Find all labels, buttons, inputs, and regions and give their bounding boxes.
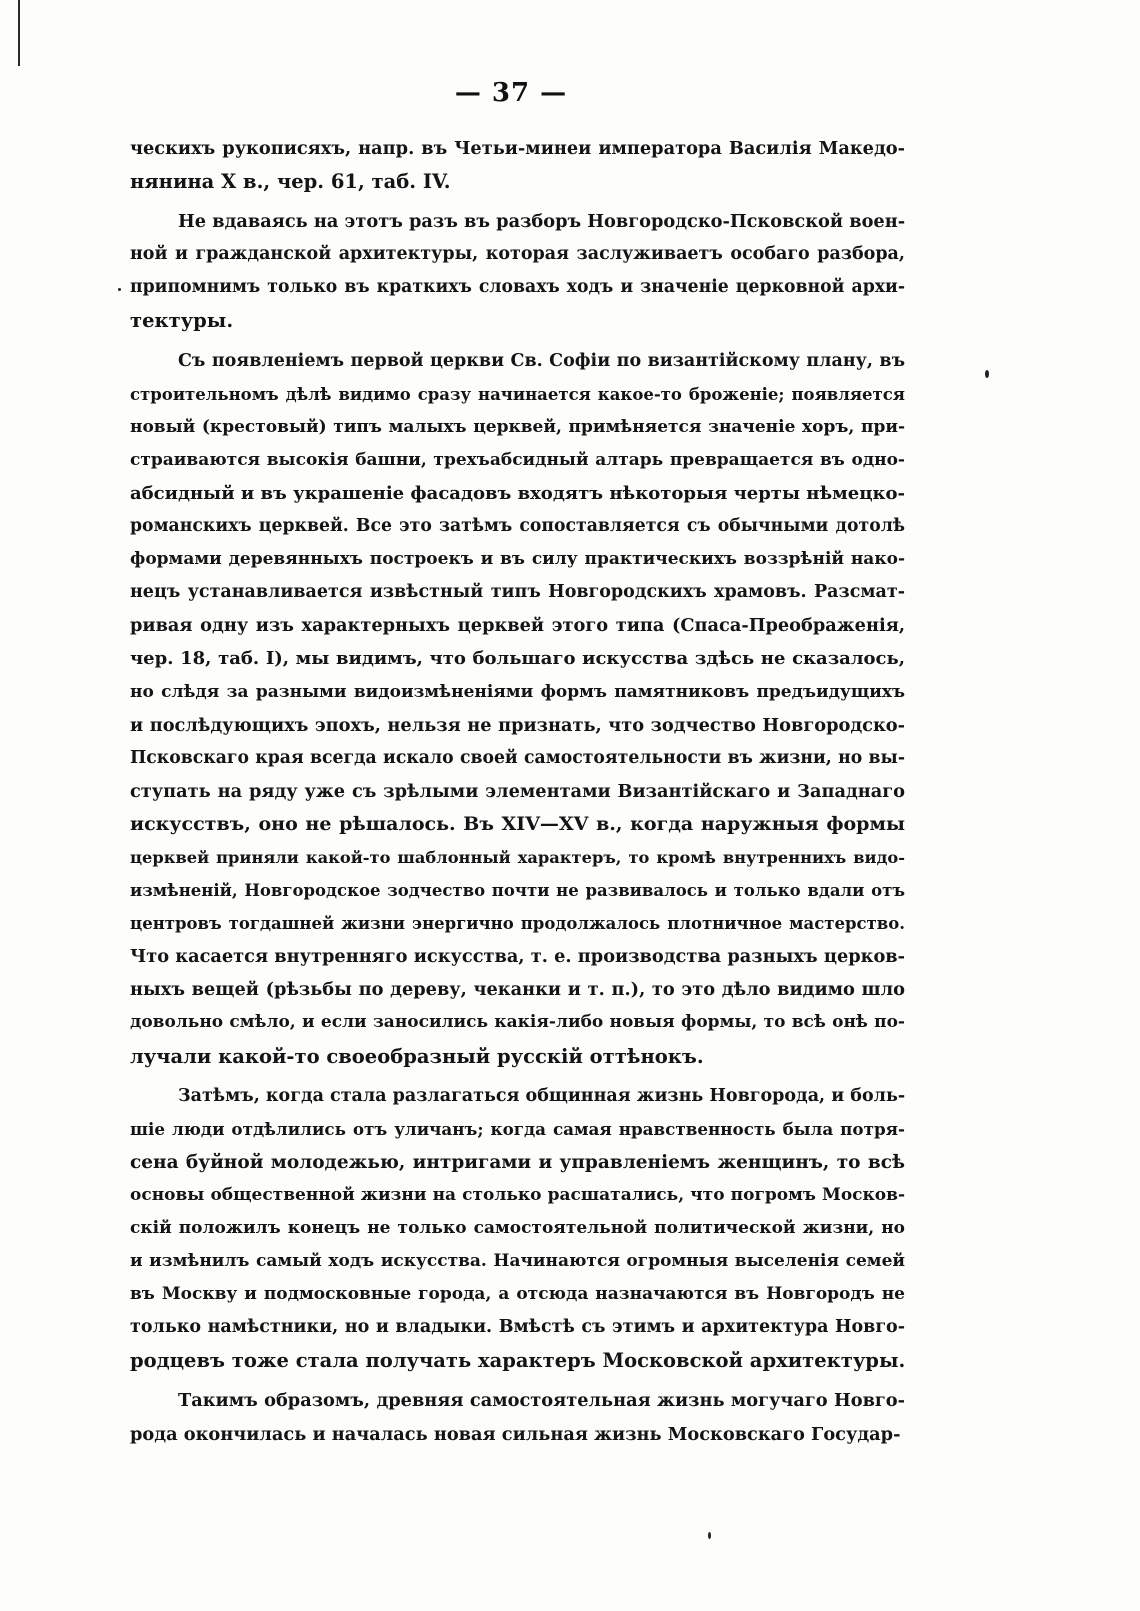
text-line: сена буйной молодежью, интригами и управленіемъ женщинъ, то всѣ bbox=[130, 1151, 905, 1173]
text-line: тектуры. bbox=[130, 309, 234, 333]
text-line: чер. 18, таб. I), мы видимъ, что большаго искусства здѣсь не сказалось, bbox=[130, 648, 905, 670]
text-line: и послѣдующихъ эпохъ, нельзя не признать, что зодчество Новгородско- bbox=[130, 714, 905, 736]
text-line: родцевъ тоже стала получать характеръ Московской архитектуры. bbox=[130, 1349, 906, 1373]
paragraph bbox=[130, 1384, 905, 1450]
text-line: Съ появленіемъ первой церкви Св. Софіи по византійскому плану, въ bbox=[178, 350, 905, 371]
text-line: ческихъ рукописяхъ, напр. въ Четьи-минеи императора Василія Македо- bbox=[130, 138, 905, 159]
ink-speck bbox=[118, 288, 121, 291]
binding-edge-mark bbox=[18, 0, 20, 66]
text-line: только намѣстники, но и владыки. Вмѣстѣ съ этимъ и архитектура Новго- bbox=[130, 1317, 905, 1338]
text-line: ной и гражданской архитектуры, которая заслуживаетъ особаго разбора, bbox=[130, 244, 905, 265]
text-line: искусствъ, оно не рѣшалось. Въ XIV—XV в., когда наружныя формы bbox=[130, 812, 905, 835]
text-line: церквей приняли какой-то шаблонный характеръ, то кромѣ внутреннихъ видо- bbox=[130, 847, 905, 867]
text-line: припомнимъ только въ краткихъ словахъ ходъ и значеніе церковной архи- bbox=[130, 277, 905, 298]
body-text bbox=[130, 132, 905, 1451]
paragraph bbox=[130, 132, 905, 198]
ink-speck bbox=[708, 1532, 711, 1539]
text-line: страиваются высокія башни, трехъабсидный алтарь превращается въ одно- bbox=[130, 449, 905, 470]
text-line: Псковскаго края всегда искало своей самостоятельности въ жизни, но вы- bbox=[130, 747, 905, 768]
text-line: строительномъ дѣлѣ видимо сразу начинается какое-то броженіе; появляется bbox=[130, 384, 905, 404]
text-line: но слѣдя за разными видоизмѣненіями формъ памятниковъ предъидущихъ bbox=[130, 681, 905, 702]
text-line: нянина X в., чер. 61, таб. IV. bbox=[130, 170, 451, 194]
text-line: рода окончилась и началась новая сильная жизнь Московскаго Государ- bbox=[130, 1423, 901, 1445]
text-line: новый (крестовый) типъ малыхъ церквей, примѣняется значеніе хоръ, при- bbox=[130, 416, 905, 437]
text-line: скій положилъ конецъ не только самостоятельной политической жизни, но bbox=[130, 1218, 905, 1238]
text-line: шіе люди отдѣлились отъ уличанъ; когда самая нравственность была потря- bbox=[130, 1118, 905, 1139]
text-line: романскихъ церквей. Все это затѣмъ сопоставляется съ обычными дотолѣ bbox=[130, 516, 905, 537]
text-line: Такимъ образомъ, древняя самостоятельная жизнь могучаго Новго- bbox=[178, 1390, 905, 1412]
text-line: измѣненій, Новгородское зодчество почти не развивалось и только вдали отъ bbox=[130, 881, 905, 901]
text-line: центровъ тогдашней жизни энергично продолжалось плотничное мастерство. bbox=[130, 914, 905, 934]
paragraph bbox=[130, 1080, 905, 1378]
text-line: Что касается внутренняго искусства, т. е. производства разныхъ церков- bbox=[130, 946, 905, 968]
text-line: ривая одну изъ характерныхъ церквей этого типа (Спаса-Преображенія, bbox=[130, 615, 905, 637]
text-line: въ Москву и подмосковные города, а отсюда назначаются въ Новгородъ не bbox=[130, 1284, 905, 1305]
text-line: формами деревянныхъ построекъ и въ силу практическихъ воззрѣній нако- bbox=[130, 549, 905, 570]
paragraph bbox=[130, 345, 905, 1073]
text-line: Затѣмъ, когда стала разлагаться общинная жизнь Новгорода, и боль- bbox=[178, 1085, 906, 1106]
text-line: ступать на ряду уже съ зрѣлыми элементами Византійскаго и Западнаго bbox=[130, 780, 905, 802]
text-line: Не вдаваясь на этотъ разъ въ разборъ Новгородско-Псковской воен- bbox=[178, 211, 906, 233]
paragraph bbox=[130, 205, 905, 337]
page-number: — 37 — bbox=[454, 78, 568, 108]
text-line: ныхъ вещей (рѣзьбы по дереву, чеканки и т. п.), то это дѣло видимо шло bbox=[130, 979, 905, 1001]
text-line: довольно смѣло, и если заносились какія-либо новыя формы, то всѣ онѣ по- bbox=[130, 1012, 905, 1033]
ink-speck bbox=[985, 370, 989, 378]
text-line: абсидный и въ украшеніе фасадовъ входятъ нѣкоторыя черты нѣмецко- bbox=[130, 482, 905, 504]
text-line: и измѣнилъ самый ходъ искусства. Начинаются огромныя выселенія семей bbox=[130, 1251, 905, 1272]
text-line: лучали какой-то своеобразный русскій оттѣнокъ. bbox=[130, 1044, 704, 1068]
text-line: нецъ устанавливается извѣстный типъ Новгородскихъ храмовъ. Разсмат- bbox=[130, 582, 905, 603]
text-line: основы общественной жизни на столько расшатались, что погромъ Москов- bbox=[130, 1184, 905, 1205]
